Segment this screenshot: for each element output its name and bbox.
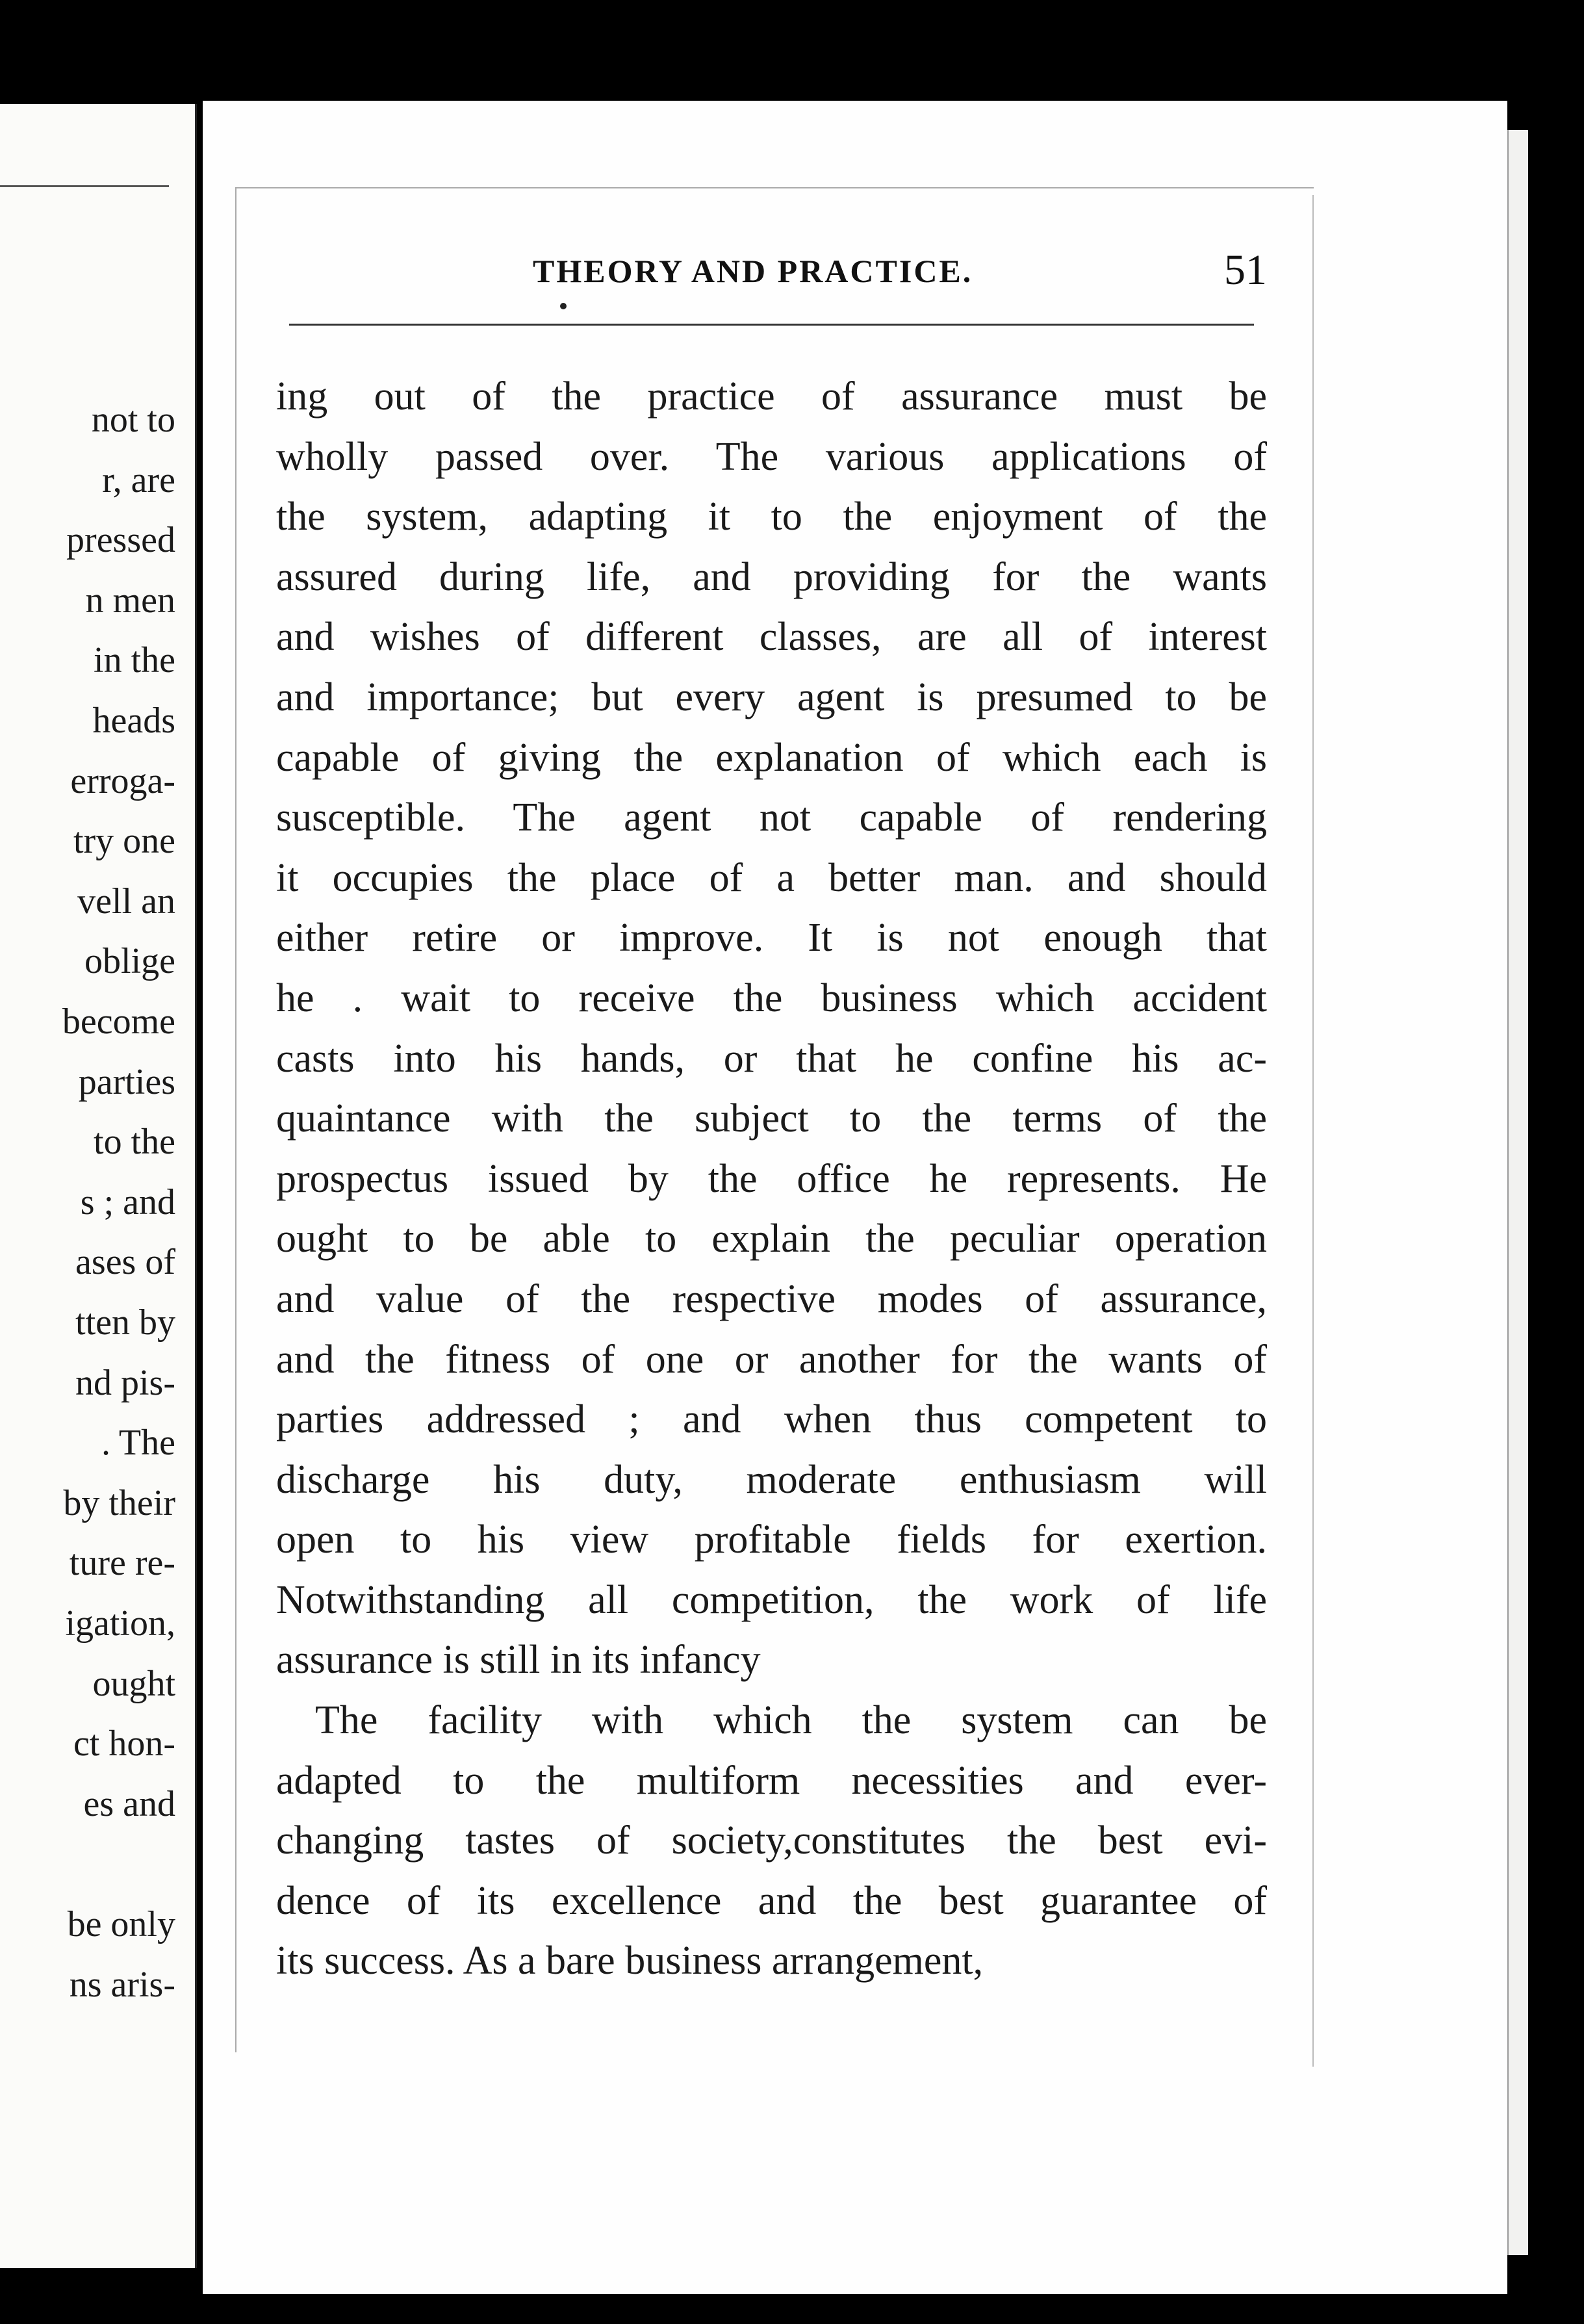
text-line: assured during life, and providing for the wants xyxy=(276,554,1267,599)
text-line: capable of giving the explanation of which each is xyxy=(276,735,1267,780)
text-line: the system, adapting it to the enjoyment of the xyxy=(276,495,1267,539)
text-line: open to his view profitable fields for exertion. xyxy=(276,1517,1267,1562)
left-page-line: n men xyxy=(85,580,175,621)
left-page-line: vell an xyxy=(77,881,175,922)
text-line: its success. As a bare business arrangement, xyxy=(276,1939,984,1983)
running-head xyxy=(286,246,1273,304)
page-edge xyxy=(1507,130,1528,2255)
text-line: changing tastes of society,constitutes the best evi- xyxy=(276,1818,1267,1863)
frame-right-border xyxy=(1312,195,1314,2067)
text-line: prospectus issued by the office he represents. He xyxy=(276,1156,1267,1201)
left-page-line: nd pis- xyxy=(75,1362,175,1403)
text-line: parties addressed ; and when thus competent to xyxy=(276,1397,1267,1442)
text-line: adapted to the multiform necessities and ever- xyxy=(276,1758,1267,1803)
left-page-line: ought xyxy=(92,1663,175,1704)
left-page-line: be only xyxy=(67,1904,175,1944)
paragraph-2 xyxy=(276,1690,1267,1991)
left-page-line: in the xyxy=(94,640,175,681)
left-page-line: erroga- xyxy=(70,760,175,801)
paragraph-1 xyxy=(276,367,1267,1690)
text-line: either retire or improve. It is not enough that xyxy=(276,916,1267,961)
left-page-line: parties xyxy=(78,1061,175,1102)
left-page-line: ture re- xyxy=(69,1543,175,1584)
text-line: he . wait to receive the business which accident xyxy=(276,975,1267,1020)
frame-top-border xyxy=(235,187,1314,188)
left-page-line: not to xyxy=(91,400,175,440)
text-line: The facility with which the system can be xyxy=(315,1698,1267,1743)
text-line: assurance is still in its infancy xyxy=(276,1638,761,1683)
text-line: wholly passed over. The various applications of xyxy=(276,434,1267,479)
page-number: 51 xyxy=(1224,246,1267,294)
text-line: and value of the respective modes of assurance, xyxy=(276,1276,1267,1321)
left-facing-page xyxy=(0,104,197,2268)
left-page-line: es and xyxy=(83,1783,175,1824)
left-page-line: ases of xyxy=(75,1242,175,1283)
left-page-line: to the xyxy=(94,1122,175,1163)
left-page-line: s ; and xyxy=(80,1181,175,1222)
left-page-line: heads xyxy=(92,701,175,741)
text-line: quaintance with the subject to the terms of the xyxy=(276,1096,1267,1141)
left-page-line: by their xyxy=(63,1482,175,1523)
left-page-line: ns aris- xyxy=(69,1964,175,2005)
left-page-line: pressed xyxy=(66,520,175,561)
left-page-rule xyxy=(0,185,169,187)
left-page-line: r, are xyxy=(102,459,175,500)
left-page-line: become xyxy=(62,1001,175,1042)
text-line: dence of its excellence and the best guarantee of xyxy=(276,1878,1267,1923)
left-page-line: tten by xyxy=(75,1302,175,1343)
running-title: THEORY AND PRACTICE. xyxy=(533,253,973,289)
text-line: it occupies the place of a better man. and should xyxy=(276,855,1267,900)
left-page-line: try one xyxy=(73,821,175,862)
body-text xyxy=(276,367,1267,1991)
text-line: casts into his hands, or that he confine his ac- xyxy=(276,1036,1267,1081)
text-line: discharge his duty, moderate enthusiasm will xyxy=(276,1457,1267,1502)
left-page-line: ct hon- xyxy=(73,1724,175,1764)
header-rule xyxy=(289,324,1254,326)
left-page-line: oblige xyxy=(84,941,175,982)
text-line: and wishes of different classes, are all of interest xyxy=(276,615,1267,660)
header-dot xyxy=(560,303,567,309)
text-line: ing out of the practice of assurance must be xyxy=(276,374,1267,419)
text-line: and importance; but every agent is presumed to be xyxy=(276,675,1267,719)
left-page-line: . The xyxy=(101,1423,175,1464)
frame-left-border xyxy=(235,187,236,2052)
text-line: ought to be able to explain the peculiar operation xyxy=(276,1217,1267,1261)
left-page-line: igation, xyxy=(65,1603,175,1644)
text-line: Notwithstanding all competition, the work of life xyxy=(276,1577,1267,1622)
text-line: and the fitness of one or another for the wants of xyxy=(276,1337,1267,1382)
text-line: susceptible. The agent not capable of rendering xyxy=(276,795,1267,840)
